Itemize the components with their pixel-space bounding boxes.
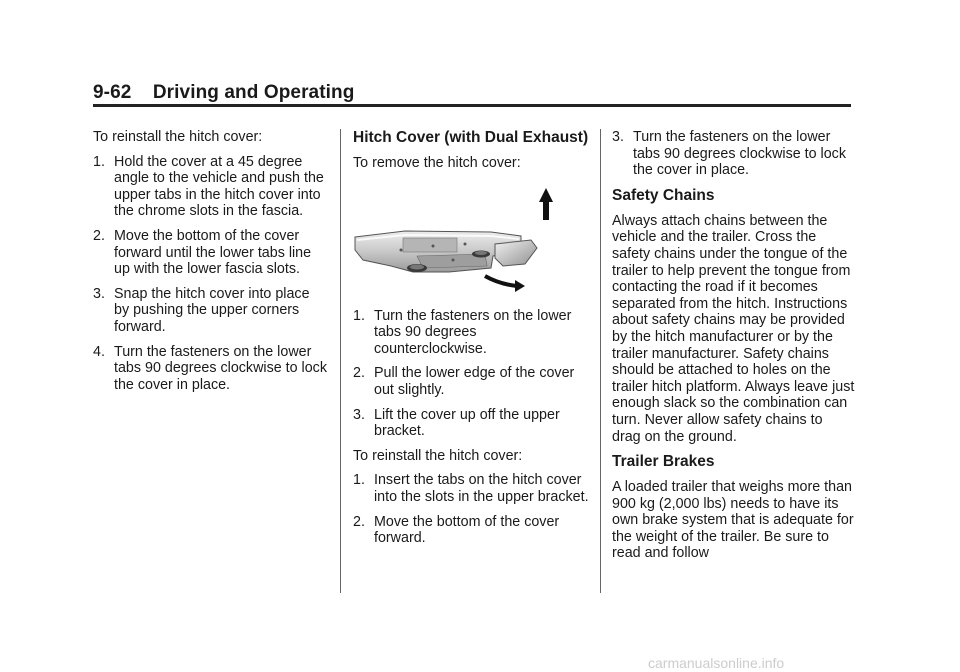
list-item: 3. Turn the fasteners on the lower tabs 90 degrees clockwise to lock the cover in place. [612,129,846,179]
column-divider [340,129,341,593]
reinstall-intro-2: To reinstall the hitch cover: [353,447,523,464]
section-heading-trailer-brakes: Trailer Brakes [612,453,715,471]
watermark: carmanualsonline.info [648,655,785,671]
section-heading-hitch-cover: Hitch Cover (with Dual Exhaust) [353,129,589,146]
rear-bumper-hitch-cover-illustration [353,180,589,298]
page-header [93,82,354,104]
list-item: 1. Insert the tabs on the hitch cover into the slots in the upper bracket. [353,472,589,505]
column-2 [353,129,589,555]
remove-intro: To remove the hitch cover: [353,155,521,171]
section-title: Driving and Operating [152,82,355,103]
column-divider [600,129,601,593]
trailer-brakes-text: A loaded trailer that weighs more than 900 kg (2,000 lbs) needs to have its own brake system that is adequate for the weight of the trailer. Be sure to read and follow [612,479,854,562]
header-rule [93,104,851,107]
page-number: 9-62 [93,82,132,103]
list-item: 3. Lift the cover up off the upper bracket. [353,406,560,440]
list-item: 4. Turn the fasteners on the lower tabs 90 degrees clockwise to lock the cover in place. [93,343,327,393]
list-item: 3. Snap the hitch cover into place by pushing the upper corners forward. [93,285,310,335]
list-item: 2. Pull the lower edge of the cover out slightly. [353,365,575,398]
list-item: 1. Turn the fasteners on the lower tabs 90 degrees counterclockwise. [353,307,572,357]
list-item: 1. Hold the cover at a 45 degree angle to the vehicle and push the upper tabs in the hitch cover into the chrome slots in the fascia. [93,153,324,220]
column-1 [93,129,328,401]
list-item: 2. Move the bottom of the cover forward. [353,513,560,547]
list-item: 2. Move the bottom of the cover forward until the lower tabs line up with the lower fascia slots. [93,227,312,278]
reinstall-intro: To reinstall the hitch cover: [93,129,263,145]
column-3 [612,129,855,570]
safety-chains-text: Always attach chains between the vehicle and the trailer. Cross the safety chains under the tongue of the trailer to help prevent the tongue from contacting the road if it becomes separated from the hitch. Instructions about safety chains may be provided by the hitch manufacturer or by the trailer manufacturer. Safety chains should be attached to holes on the trailer hitch platform. Always leave just enough slack so the combination can turn. Never allow safety chains to drag on the ground. [612,212,855,445]
section-heading-safety-chains: Safety Chains [612,186,715,204]
